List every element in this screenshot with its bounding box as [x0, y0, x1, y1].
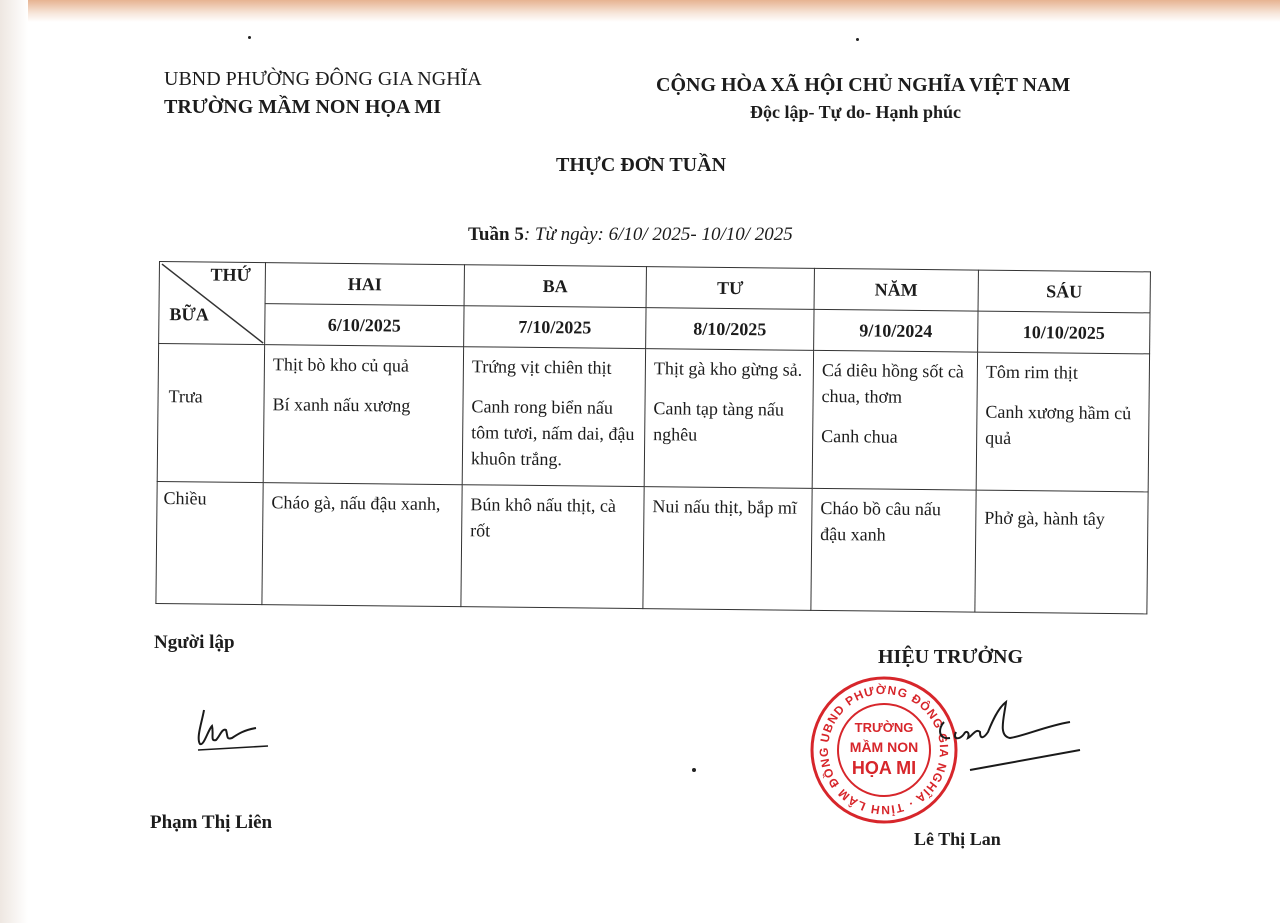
dish: Cháo bồ câu nấu đậu xanh — [820, 497, 942, 545]
menu-cell — [462, 347, 645, 487]
date-header: 8/10/2025 — [646, 308, 814, 351]
principal-signature — [930, 692, 1090, 782]
menu-cell — [812, 350, 977, 490]
preparer-signature — [190, 700, 280, 760]
corner-meal-label: BỮA — [169, 304, 209, 325]
dish: Tôm rim thịt — [985, 361, 1078, 383]
principal-label: HIỆU TRƯỞNG — [878, 646, 1024, 668]
speck — [692, 768, 696, 772]
week-range — [468, 224, 793, 246]
national-title: CỘNG HÒA XÃ HỘI CHỦ NGHĨA VIỆT NAM — [656, 74, 1071, 96]
page-title: THỰC ĐƠN TUẦN — [556, 154, 727, 176]
menu-cell — [262, 483, 462, 607]
dish: Canh tạp tàng nấu nghêu — [653, 398, 785, 445]
seal-ring-text: UBND PHƯỜNG ĐÔNG GIA NGHĨA · TỈNH LÂM ĐỒNG — [816, 682, 952, 818]
menu-cell — [976, 352, 1149, 492]
dish: Canh xương hầm củ quả — [985, 401, 1132, 448]
week-dates: : Từ ngày: 6/10/ 2025- 10/10/ 2025 — [523, 224, 793, 245]
date-header: 9/10/2024 — [814, 309, 978, 352]
table-row-dinner — [156, 481, 1148, 613]
speck — [856, 38, 859, 41]
dish: Canh chua — [821, 425, 898, 447]
dish: Canh rong biển nấu tôm tươi, nấm dai, đậu khuôn trắng. — [470, 396, 635, 470]
menu-cell — [644, 349, 813, 489]
meal-label: Chiều — [156, 481, 263, 604]
seal-line: MẦM NON — [849, 739, 919, 755]
dish: Bí xanh nấu xương — [272, 394, 411, 416]
menu-table — [155, 261, 1151, 614]
seal-line: HỌA MI — [851, 758, 917, 778]
principal-name: Lê Thị Lan — [914, 829, 1001, 849]
preparer-name: Phạm Thị Liên — [150, 812, 273, 833]
dish: Thịt bò kho củ quả — [272, 354, 410, 376]
date-header: 10/10/2025 — [978, 311, 1150, 354]
menu-cell — [643, 487, 812, 611]
menu-cell — [263, 345, 463, 485]
dish: Trứng vịt chiên thịt — [471, 356, 612, 378]
preparer-label: Người lập — [154, 632, 235, 653]
menu-cell — [811, 488, 976, 612]
corner-day-label: THỨ — [210, 264, 251, 285]
day-header: SÁU — [978, 270, 1150, 313]
speck — [248, 36, 251, 39]
day-header: TƯ — [646, 267, 814, 310]
dish: Cá diêu hồng sốt cà chua, thơm — [821, 359, 964, 407]
date-header: 6/10/2025 — [265, 304, 464, 347]
dish: Thịt gà kho gừng sả. — [653, 358, 803, 380]
menu-cell — [461, 485, 644, 609]
national-motto: Độc lập- Tự do- Hạnh phúc — [750, 102, 962, 122]
dish: Nui nấu thịt, bắp mĩ — [652, 496, 798, 518]
dish: Bún khô nấu thịt, cà rốt — [470, 494, 617, 541]
authority-name: UBND PHƯỜNG ĐÔNG GIA NGHĨA — [164, 68, 482, 90]
table-row-lunch — [157, 344, 1149, 492]
day-header: BA — [464, 265, 646, 308]
day-header: HAI — [265, 263, 464, 306]
corner-cell — [159, 262, 266, 345]
date-header: 7/10/2025 — [464, 306, 646, 349]
paper-edge — [0, 0, 1280, 22]
dish: Phở gà, hành tây — [984, 507, 1105, 529]
week-label: Tuần 5 — [468, 224, 524, 245]
day-header: NĂM — [814, 268, 978, 311]
dish: Cháo gà, nấu đậu xanh, — [271, 492, 441, 514]
school-name: TRƯỜNG MẦM NON HỌA MI — [164, 96, 442, 118]
meal-label: Trưa — [157, 344, 264, 483]
seal-line: TRƯỜNG — [854, 720, 914, 735]
menu-cell — [975, 490, 1148, 614]
